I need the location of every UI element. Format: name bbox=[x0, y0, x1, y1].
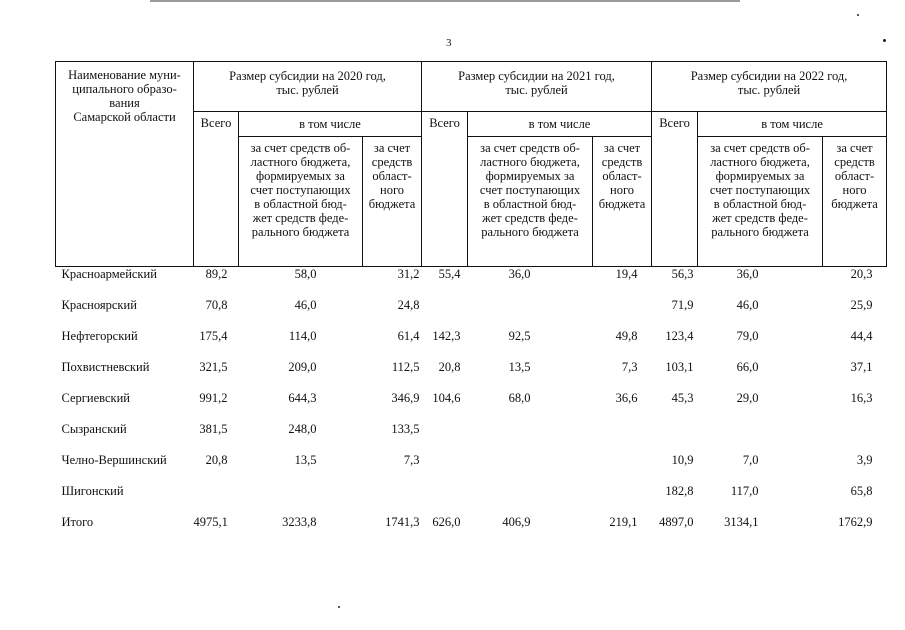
header-federal-funds bbox=[239, 137, 363, 267]
municipality-name: Итого bbox=[61, 515, 94, 529]
header-federal-funds bbox=[468, 137, 593, 267]
table-row bbox=[56, 267, 887, 297]
cell-2022-federal: 46,0 bbox=[736, 298, 759, 312]
cell-2020-federal: 209,0 bbox=[288, 360, 317, 374]
cell-2022-federal: 7,0 bbox=[742, 453, 759, 467]
header-year-2020 bbox=[194, 62, 422, 112]
header-regional-line: ного bbox=[380, 183, 405, 197]
cell-2021-total bbox=[422, 420, 468, 451]
cell-2022-federal: 29,0 bbox=[736, 391, 759, 405]
header-regional-line: средств bbox=[601, 155, 643, 169]
cell-2021-federal bbox=[468, 420, 593, 451]
header-region-line: Самарской области bbox=[73, 110, 176, 124]
table-row bbox=[56, 296, 887, 327]
municipality-name: Сергиевский bbox=[61, 391, 130, 405]
cell-2020-regional: 133,5 bbox=[391, 422, 420, 436]
header-year-2022 bbox=[652, 62, 887, 112]
cell-2022-total: 123,4 bbox=[665, 329, 694, 343]
header-year-line1: Размер субсидии на 2020 год, bbox=[229, 69, 386, 83]
header-federal-line: жет средств феде- bbox=[252, 211, 349, 225]
cell-2022-federal: 66,0 bbox=[736, 360, 759, 374]
cell-2020-federal: 46,0 bbox=[294, 298, 317, 312]
header-regional-line: за счет bbox=[373, 141, 411, 155]
cell-2022-total: 182,8 bbox=[665, 484, 694, 498]
cell-2022-regional: 65,8 bbox=[850, 484, 873, 498]
cell-2021-regional bbox=[593, 482, 652, 513]
cell-2021-total: 20,8 bbox=[438, 360, 461, 374]
cell-2020-regional: 24,8 bbox=[397, 298, 420, 312]
cell-2021-federal bbox=[468, 296, 593, 327]
header-regional-funds bbox=[593, 137, 652, 267]
municipality-name: Шигонский bbox=[61, 484, 124, 498]
cell-2021-regional: 19,4 bbox=[615, 267, 638, 281]
header-federal-line: счет поступающих bbox=[250, 183, 351, 197]
cell-2020-total bbox=[194, 482, 239, 513]
table-row bbox=[56, 451, 887, 482]
cell-2021-federal: 92,5 bbox=[508, 329, 531, 343]
header-regional-line: за счет bbox=[836, 141, 873, 155]
cell-2021-total: 626,0 bbox=[432, 515, 461, 529]
header-federal-line: в областной бюд- bbox=[713, 197, 807, 211]
cell-2022-federal: 79,0 bbox=[736, 329, 759, 343]
header-regional-line: ного bbox=[842, 183, 867, 197]
header-total: Всего bbox=[194, 112, 239, 267]
header-region-line: Наименование муни- bbox=[68, 68, 181, 82]
cell-2021-federal: 13,5 bbox=[508, 360, 531, 374]
cell-2020-total: 4975,1 bbox=[193, 515, 228, 529]
header-federal-line: формируемых за bbox=[256, 169, 345, 183]
header-federal-line: рального бюджета bbox=[481, 225, 579, 239]
header-federal-line: жет средств феде- bbox=[482, 211, 578, 225]
cell-2021-federal: 406,9 bbox=[502, 515, 531, 529]
cell-2022-total: 10,9 bbox=[671, 453, 694, 467]
table-row-total bbox=[56, 513, 887, 544]
header-year-2021 bbox=[422, 62, 652, 112]
cell-2021-regional bbox=[593, 451, 652, 482]
cell-2022-total: 56,3 bbox=[671, 267, 694, 281]
header-regional-line: област- bbox=[372, 169, 412, 183]
cell-2022-regional: 16,3 bbox=[850, 391, 873, 405]
header-federal-line: ластного бюджета, bbox=[250, 155, 351, 169]
cell-2020-federal: 3233,8 bbox=[282, 515, 317, 529]
subsidy-table bbox=[55, 61, 887, 544]
header-regional-line: област- bbox=[834, 169, 875, 183]
municipality-name: Нефтегорский bbox=[61, 329, 138, 343]
cell-2020-federal: 248,0 bbox=[288, 422, 317, 436]
cell-2021-total: 142,3 bbox=[432, 329, 461, 343]
header-year-line2: тыс. рублей bbox=[737, 83, 801, 97]
cell-2021-federal bbox=[468, 451, 593, 482]
cell-2020-regional: 31,2 bbox=[397, 267, 420, 281]
scan-speck bbox=[338, 606, 340, 608]
cell-2021-regional: 49,8 bbox=[615, 329, 638, 343]
header-including: в том числе bbox=[239, 112, 422, 137]
cell-2021-regional bbox=[593, 420, 652, 451]
header-regional-line: бюджета bbox=[831, 197, 878, 211]
scan-speck bbox=[857, 14, 859, 16]
cell-2020-regional: 7,3 bbox=[403, 453, 420, 467]
cell-2022-total: 103,1 bbox=[665, 360, 694, 374]
cell-2021-regional: 7,3 bbox=[621, 360, 638, 374]
municipality-name: Челно-Вершинский bbox=[61, 453, 167, 467]
header-regional-line: бюджета bbox=[368, 197, 416, 211]
header-regional-line: област- bbox=[602, 169, 642, 183]
cell-2022-regional: 44,4 bbox=[850, 329, 873, 343]
header-region-line: ципального образо- bbox=[72, 82, 177, 96]
municipality-name: Похвистневский bbox=[61, 360, 150, 374]
header-federal-line: за счет средств об- bbox=[710, 141, 810, 155]
table-row bbox=[56, 358, 887, 389]
header-year-line2: тыс. рублей bbox=[276, 83, 339, 97]
table-row bbox=[56, 420, 887, 451]
municipality-name: Красноярский bbox=[61, 298, 137, 312]
cell-2020-federal: 58,0 bbox=[294, 267, 317, 281]
header-year-line2: тыс. рублей bbox=[505, 83, 568, 97]
cell-2022-total: 71,9 bbox=[671, 298, 694, 312]
cell-2022-regional bbox=[823, 420, 887, 451]
cell-2020-total: 381,5 bbox=[199, 422, 228, 436]
header-federal-line: ластного бюджета, bbox=[480, 155, 580, 169]
page-number: 3 bbox=[446, 37, 452, 49]
cell-2021-regional: 219,1 bbox=[609, 515, 638, 529]
cell-2022-regional: 3,9 bbox=[856, 453, 873, 467]
header-federal-line: в областной бюд- bbox=[254, 197, 347, 211]
cell-2020-total: 175,4 bbox=[199, 329, 228, 343]
header-federal-line: рального бюджета bbox=[251, 225, 350, 239]
header-total: Всего bbox=[422, 112, 468, 267]
header-federal-line: за счет средств об- bbox=[480, 141, 580, 155]
cell-2021-total: 55,4 bbox=[438, 267, 461, 281]
cell-2020-regional: 61,4 bbox=[397, 329, 420, 343]
header-federal-line: в областной бюд- bbox=[483, 197, 577, 211]
header-federal-line: счет поступающих bbox=[709, 183, 811, 197]
cell-2022-regional: 1762,9 bbox=[838, 515, 873, 529]
cell-2022-regional: 37,1 bbox=[850, 360, 873, 374]
cell-2020-regional: 1741,3 bbox=[385, 515, 420, 529]
cell-2021-regional: 36,6 bbox=[615, 391, 638, 405]
cell-2020-regional: 112,5 bbox=[391, 360, 420, 374]
header-federal-line: рального бюджета bbox=[711, 225, 809, 239]
municipality-name: Красноармейский bbox=[61, 267, 157, 281]
header-regional-funds bbox=[363, 137, 422, 267]
cell-2021-total bbox=[422, 296, 468, 327]
scan-edge-line bbox=[150, 0, 740, 2]
header-federal-line: формируемых за bbox=[715, 169, 805, 183]
cell-2020-total: 321,5 bbox=[199, 360, 228, 374]
header-regional-line: бюджета bbox=[598, 197, 646, 211]
header-federal-line: счет поступающих bbox=[479, 183, 581, 197]
cell-2020-regional bbox=[363, 482, 422, 513]
scan-speck bbox=[883, 39, 886, 42]
cell-2020-federal: 644,3 bbox=[288, 391, 317, 405]
header-year-line1: Размер субсидии на 2021 год, bbox=[458, 69, 615, 83]
table-row bbox=[56, 482, 887, 513]
cell-2022-total: 4897,0 bbox=[659, 515, 694, 529]
header-region bbox=[56, 62, 194, 267]
cell-2021-federal: 68,0 bbox=[508, 391, 531, 405]
cell-2020-federal: 13,5 bbox=[294, 453, 317, 467]
cell-2020-federal: 114,0 bbox=[288, 329, 317, 343]
cell-2021-regional bbox=[593, 296, 652, 327]
header-including: в том числе bbox=[698, 112, 887, 137]
cell-2020-total: 89,2 bbox=[205, 267, 228, 281]
header-regional-line: средств bbox=[371, 155, 413, 169]
header-regional-line: за счет bbox=[603, 141, 641, 155]
header-region-line: вания bbox=[109, 96, 140, 110]
cell-2021-federal: 36,0 bbox=[508, 267, 531, 281]
table-row bbox=[56, 389, 887, 420]
cell-2022-federal: 36,0 bbox=[736, 267, 759, 281]
cell-2022-regional: 20,3 bbox=[850, 267, 873, 281]
header-regional-line: ного bbox=[610, 183, 635, 197]
cell-2020-total: 70,8 bbox=[205, 298, 228, 312]
cell-2022-total bbox=[652, 420, 698, 451]
header-regional-line: средств bbox=[834, 155, 875, 169]
cell-2021-total bbox=[422, 482, 468, 513]
cell-2020-regional: 346,9 bbox=[391, 391, 420, 405]
header-regional-funds bbox=[823, 137, 887, 267]
header-year-line1: Размер субсидии на 2022 год, bbox=[690, 69, 848, 83]
header-federal-line: ластного бюджета, bbox=[710, 155, 810, 169]
header-federal-line: жет средств феде- bbox=[712, 211, 808, 225]
municipality-name: Сызранский bbox=[61, 422, 127, 436]
cell-2022-federal: 3134,1 bbox=[724, 515, 759, 529]
cell-2020-total: 20,8 bbox=[205, 453, 228, 467]
cell-2022-regional: 25,9 bbox=[850, 298, 873, 312]
header-including: в том числе bbox=[468, 112, 652, 137]
cell-2021-total bbox=[422, 451, 468, 482]
cell-2020-federal bbox=[239, 482, 363, 513]
cell-2021-federal bbox=[468, 482, 593, 513]
cell-2022-federal: 117,0 bbox=[730, 484, 759, 498]
cell-2020-total: 991,2 bbox=[199, 391, 228, 405]
header-federal-line: формируемых за bbox=[485, 169, 575, 183]
cell-2021-total: 104,6 bbox=[432, 391, 461, 405]
header-federal-funds bbox=[698, 137, 823, 267]
cell-2022-federal bbox=[698, 420, 823, 451]
table-row bbox=[56, 327, 887, 358]
header-federal-line: за счет средств об- bbox=[250, 141, 351, 155]
header-total: Всего bbox=[652, 112, 698, 267]
cell-2022-total: 45,3 bbox=[671, 391, 694, 405]
